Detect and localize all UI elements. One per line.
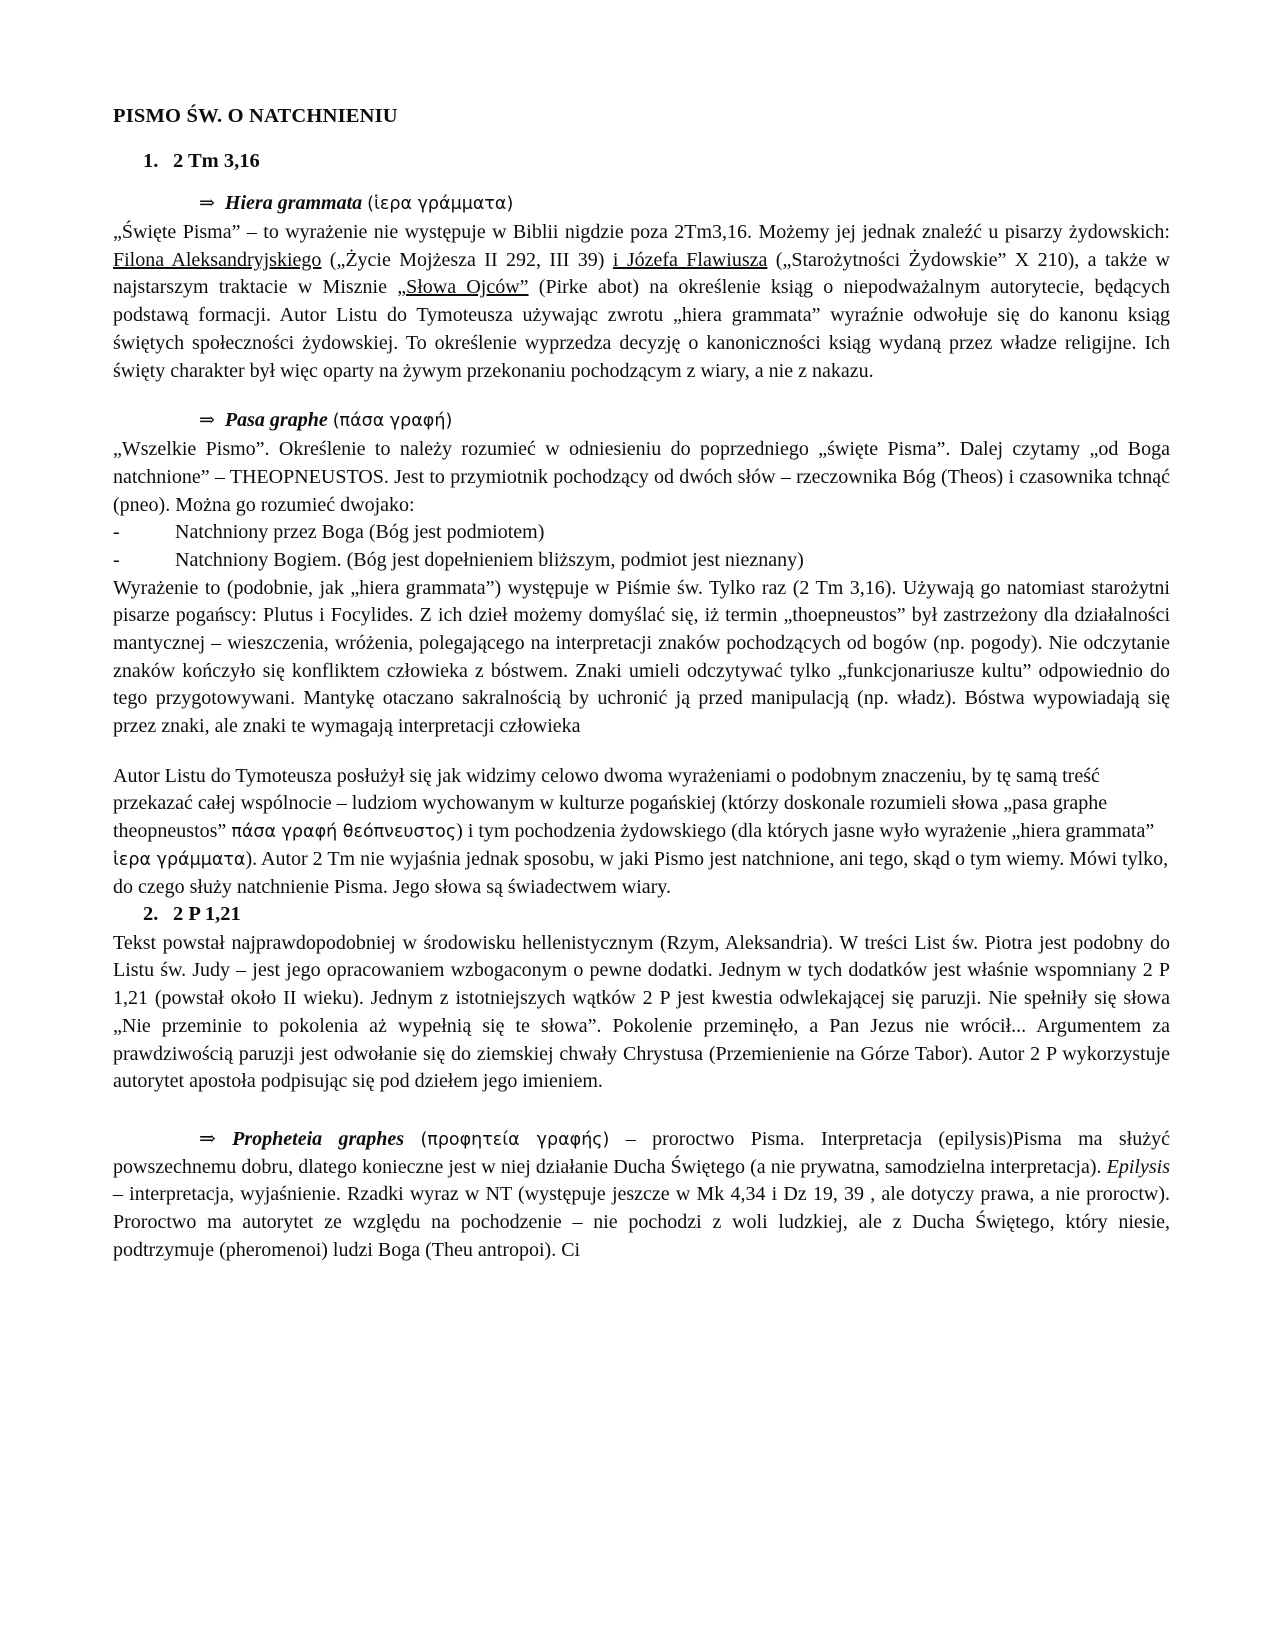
double-arrow-icon: ⇒ xyxy=(199,410,215,432)
text-run: – interpretacja, wyjaśnienie. Rzadki wyraz w NT (występuje jeszcze w Mk 4,34 i Dz 19, 39 , ale dotyczy prawa, a nie proroctw). Proroctwo ma autorytet ze względu na pochodzenie – nie pochodzi z woli ludzkiej, ale z Ducha Świętego, który niesie, podtrzymuje (pheromenoi) ludzi Boga (Theu antropoi). Ci xyxy=(113,1183,1170,1261)
paragraph-theopneustos: Wyrażenie to (podobnie, jak „hiera grammata”) występuje w Piśmie św. Tylko raz (2 Tm 3,16). Używają go natomiast starożytni pisarze pogańscy: Plutus i Focylides. Z ich dzieł możemy domyślać się, iż termin „thoepneustos” był zastrzeżony dla działalności mantycznej – wieszczenia, wróżenia, polegającego na interpretacji znaków pochodzących od bogów (np. pogody). Nie odczytanie znaków kończyło się konfliktem człowieka z bóstwem. Znaki umieli odczytywać tylko „funkcjonariusze kultu” odpowiednio do tego przygotowywani. Mantykę otaczano sakralnością by uchronić ją przed manipulacją (np. władz). Bóstwa wypowiadają się przez znaki, ale znaki te wymagają interpretacji człowieka xyxy=(113,576,1170,738)
spacer xyxy=(113,741,1170,763)
list-item-label: Natchniony Bogiem. (Bóg jest dopełnieniem bliższym, podmiot jest nieznany) xyxy=(175,548,804,571)
section-heading-2 xyxy=(113,903,1170,926)
double-arrow-icon: ⇒ xyxy=(199,1127,233,1150)
section-title-2: 2 P 1,21 xyxy=(173,903,241,926)
term-label-pasa-graphe: Pasa graphe xyxy=(224,409,328,432)
paragraph-pasa-graphe: „Wszelkie Pismo”. Określenie to należy rozumieć w odniesieniu do poprzedniego „święte Pisma”. Dalej czytamy „od Boga natchnione” – THEOPNEUSTOS. Jest to przymiotnik pochodzący od dwóch słów – rzeczownika Bóg (Theos) i czasownika tchnąć (pneo). Można go rozumieć dwojako: xyxy=(113,438,1170,516)
term-label-propheteia-graphes: Propheteia graphes xyxy=(232,1127,405,1150)
list-item xyxy=(113,547,1170,575)
text-run: ) i tym pochodzenia żydowskiego (dla których jasne wyło wyrażenie „hiera grammata” xyxy=(456,820,1155,843)
greek-transliteration-hiera-grammata: (ἱερα γράμματα) xyxy=(367,194,514,215)
bullet-dash: - xyxy=(113,548,120,571)
paragraph-hiera-grammata xyxy=(113,219,1170,385)
greek-transliteration-propheteia-graphes: (προφητεία γραφής) xyxy=(420,1129,610,1150)
text-run: Autor Listu do Tymoteusza posłużył się jak widzimy celowo dwoma wyrażeniami o podobnym znaczeniu, by tę samą treść przekazać całej wspólnocie – ludziom wychowanym w kulturze pogańskiej (którzy doskonale rozumieli słowa „pasa graphe theopneustos” xyxy=(113,764,1108,843)
term-label-hiera-grammata: Hiera grammata xyxy=(224,192,363,215)
underlined-reference: i Józefa Flawiusza xyxy=(612,248,768,271)
underlined-reference: Filona Aleksandryjskiego xyxy=(113,248,322,271)
paragraph-propheteia-graphes xyxy=(113,1126,1170,1264)
spacer xyxy=(113,385,1170,407)
list-item-label: Natchniony przez Boga (Bóg jest podmiotem) xyxy=(175,521,545,544)
paragraph-2p121: Tekst powstał najprawdopodobniej w środowisku hellenistycznym (Rzym, Aleksandria). W treści List św. Piotra jest podobny do Listu św. Judy – jest jego opracowaniem wzbogaconym o pewne dodatki. Jednym w tych dodatków jest właśnie wspomniany 2 P 1,21 (powstał około II wieku). Jednym z istotniejszych wątków 2 P jest kwestia odwlekającej się paruzji. Nie spełniły się słowa „Nie przeminie to pokolenia aż wypełnią się te słowa”. Pokolenie przeminęło, a Pan Jezus nie wrócił... Argumentem za prawdziwością paruzji jest odwołanie się do ziemskiej chwały Chrystusa (Przemienienie na Górze Tabor). Autor 2 P wykorzystuje autorytet apostoła podpisując się pod dziełem jego imieniem. xyxy=(113,931,1170,1093)
page-title: PISMO ŚW. O NATCHNIENIU xyxy=(113,105,398,127)
bullet-dash: - xyxy=(113,521,120,544)
section-number-1: 1. xyxy=(143,149,159,172)
section-heading-1 xyxy=(113,150,1170,173)
double-arrow-icon: ⇒ xyxy=(199,193,215,215)
paragraph-section1-closing xyxy=(113,763,1170,901)
text-run: – proroctwo Pisma. Interpretacja (epilysis)Pisma ma służyć powszechnemu dobru, dlatego konieczne jest w niej działanie Ducha Świętego (a nie prywatna, samodzielna interpretacja). xyxy=(113,1127,1170,1178)
section-title-1: 2 Tm 3,16 xyxy=(173,149,260,172)
text-run: (Pirke abot) na określenie ksiąg o niepodważalnym autorytecie, będących podstawą formacji. Autor Listu do Tymoteusza używając zwrotu „hiera grammata” wyraźnie odwołuje się do kanonu ksiąg świętych społeczności żydowskiej. To określenie wyprzedza decyzję o kanoniczności ksiąg wydaną przez władze religijne. Ich święty charakter był więc oparty na żywym przekonaniu pochodzącym z wiary, a nie z nakazu. xyxy=(113,276,1171,382)
text-run: („Starożytności Żydowskie” X 210), a także w najstarszym traktacie w Misznie xyxy=(113,248,1170,299)
greek-phrase: πάσα γραφή θεόπνευστος xyxy=(231,822,457,843)
greek-phrase: ἱερα γράμματα xyxy=(113,849,246,870)
greek-transliteration-pasa-graphe: (πάσα γραφή) xyxy=(332,411,453,432)
section-number-2: 2. xyxy=(143,903,159,926)
term-heading-pasa-graphe xyxy=(113,407,1170,434)
emphasized-term: Epilysis xyxy=(1106,1155,1170,1178)
text-run: „Święte Pisma” – to wyrażenie nie występuje w Biblii nigdzie poza 2Tm3,16. Możemy jej jednak znaleźć u pisarzy żydowskich: xyxy=(113,221,1170,244)
list-item xyxy=(113,519,1170,547)
spacer xyxy=(113,1096,1170,1126)
underlined-reference: „Słowa Ojców” xyxy=(397,276,529,299)
term-heading-hiera-grammata xyxy=(113,190,1170,217)
text-run: („Życie Mojżesza II 292, III 39) xyxy=(321,248,613,271)
text-run: ). Autor 2 Tm nie wyjaśnia jednak sposobu, w jaki Pismo jest natchnione, ani tego, skąd o tym wiemy. Mówi tylko, do czego służy natchnienie Pisma. Jego słowa są świadectwem wiary. xyxy=(113,847,1169,898)
